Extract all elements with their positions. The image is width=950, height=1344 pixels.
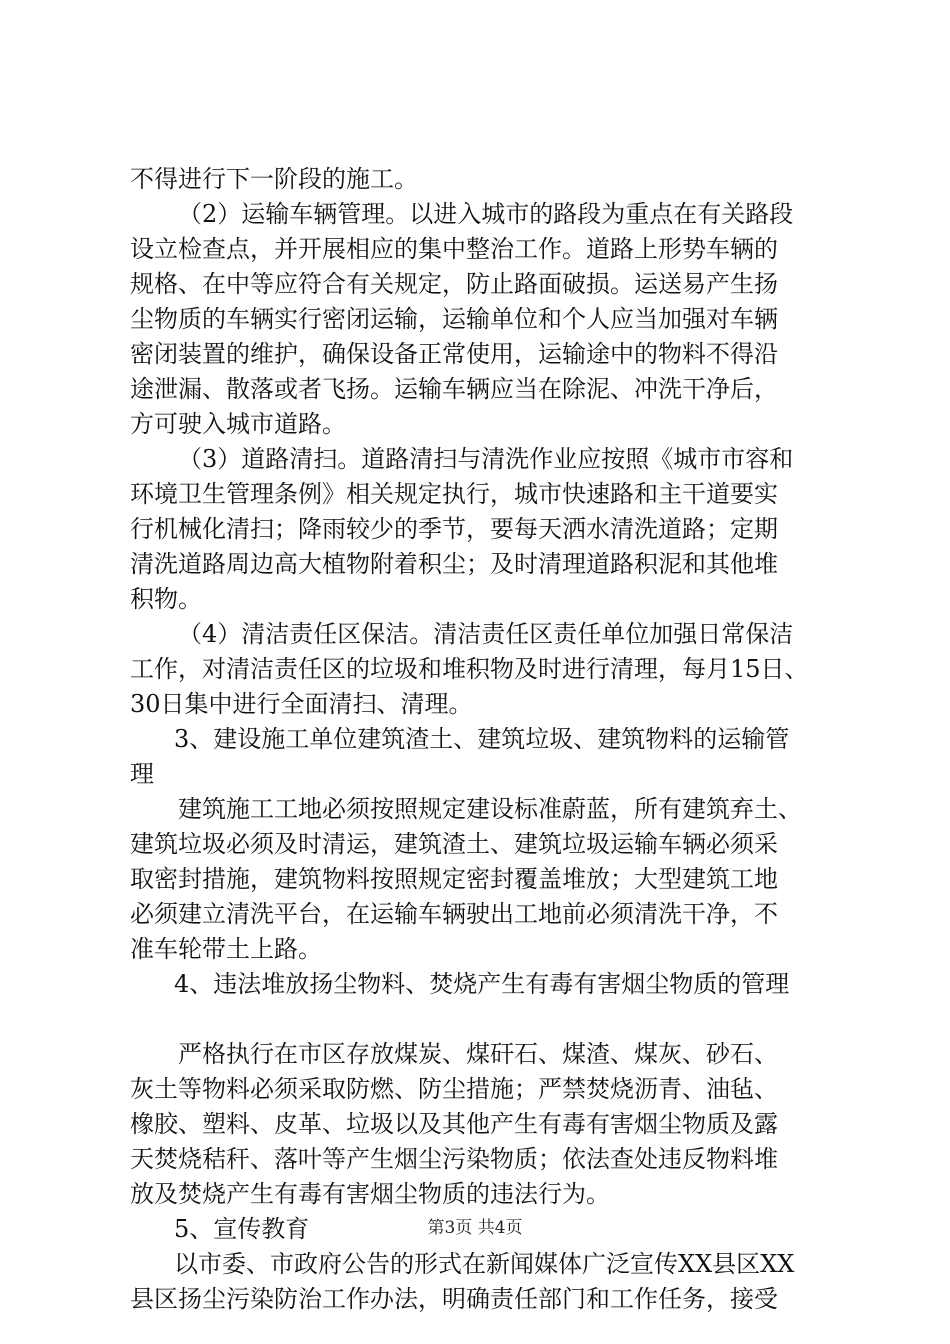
- text-line: 不得进行下一阶段的施工。: [130, 165, 418, 193]
- text-line: 途泄漏、散落或者飞扬。运输车辆应当在除泥、冲洗干净后，: [130, 375, 778, 403]
- text-line: 灰土等物料必须采取防燃、防尘措施；严禁焚烧沥青、油毡、: [130, 1075, 778, 1103]
- blank-line: [130, 1002, 850, 1037]
- text-line: 县区扬尘污染防治工作办法，明确责任部门和工作任务，接受: [130, 1285, 778, 1313]
- text-line: 放及焚烧产生有毒有害烟尘物质的违法行为。: [130, 1180, 610, 1208]
- text-line: （3）道路清扫。道路清扫与清洗作业应按照《城市市容和: [178, 445, 794, 473]
- section-heading: 5、宣传教育: [174, 1215, 310, 1243]
- text-line: 30日集中进行全面清扫、清理。: [130, 690, 473, 718]
- text-line: （4）清洁责任区保洁。清洁责任区责任单位加强日常保洁: [178, 620, 794, 648]
- text-line: 天焚烧秸秆、落叶等产生烟尘污染物质；依法查处违反物料堆: [130, 1145, 778, 1173]
- section-heading: 4、违法堆放扬尘物料、焚烧产生有毒有害烟尘物质的管理: [174, 970, 790, 998]
- section-heading-cont: 理: [130, 760, 154, 788]
- text-line: 取密封措施，建筑物料按照规定密封覆盖堆放；大型建筑工地: [130, 865, 778, 893]
- text-line: 规格、在中等应符合有关规定，防止路面破损。运送易产生扬: [130, 270, 778, 298]
- text-line: 工作，对清洁责任区的垃圾和堆积物及时进行清理，每月15日、: [130, 655, 809, 683]
- text-line: 密闭装置的维护，确保设备正常使用，运输途中的物料不得沿: [130, 340, 778, 368]
- text-line: 建筑垃圾必须及时清运，建筑渣土、建筑垃圾运输车辆必须采: [130, 830, 778, 858]
- text-line: 方可驶入城市道路。: [130, 410, 346, 438]
- text-line: 准车轮带土上路。: [130, 935, 322, 963]
- text-line: 建筑施工工地必须按照规定建设标准蔚蓝，所有建筑弃土、: [178, 795, 802, 823]
- text-line: 必须建立清洗平台，在运输车辆驶出工地前必须清洗干净，不: [130, 900, 778, 928]
- text-line: 清洗道路周边高大植物附着积尘；及时清理道路积泥和其他堆: [130, 550, 778, 578]
- text-line: 严格执行在市区存放煤炭、煤矸石、煤渣、煤灰、砂石、: [178, 1040, 778, 1068]
- page-footer: 第3页 共4页: [427, 1218, 523, 1238]
- text-line: 橡胶、塑料、皮革、垃圾以及其他产生有毒有害烟尘物质及露: [130, 1110, 778, 1138]
- text-line: 积物。: [130, 585, 202, 613]
- text-line: 以市委、市政府公告的形式在新闻媒体广泛宣传XX县区XX: [174, 1250, 795, 1278]
- text-line: 设立检查点，并开展相应的集中整治工作。道路上形势车辆的: [130, 235, 778, 263]
- text-line: 行机械化清扫；降雨较少的季节，要每天洒水清洗道路；定期: [130, 515, 778, 543]
- text-line: 环境卫生管理条例》相关规定执行，城市快速路和主干道要实: [130, 480, 778, 508]
- document-body: [130, 162, 850, 1317]
- text-line: （2）运输车辆管理。以进入城市的路段为重点在有关路段: [178, 200, 794, 228]
- section-heading: 3、建设施工单位建筑渣土、建筑垃圾、建筑物料的运输管: [174, 725, 790, 753]
- text-line: 尘物质的车辆实行密闭运输，运输单位和个人应当加强对车辆: [130, 305, 778, 333]
